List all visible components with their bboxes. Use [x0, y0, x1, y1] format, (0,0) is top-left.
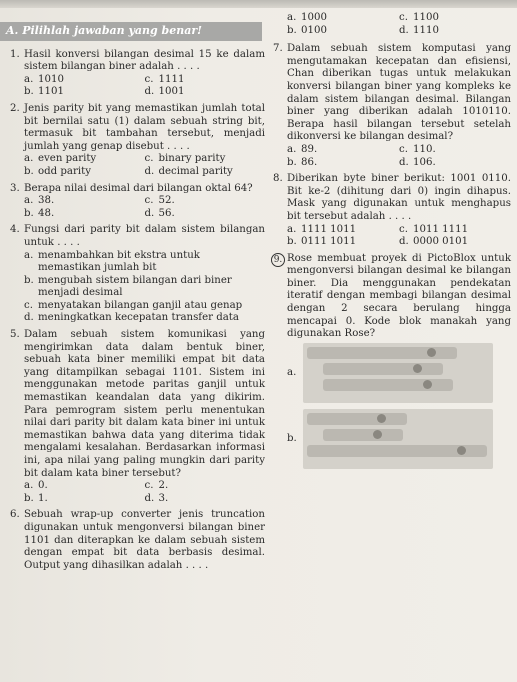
option-text: menyatakan bilangan ganjil atau genap [38, 299, 243, 311]
question-1 [10, 49, 265, 99]
option-text: 1111 1011 [301, 223, 357, 235]
question-number: 4. [10, 224, 20, 236]
option-label: d. [24, 312, 34, 324]
previous-question-options [287, 12, 511, 37]
option-label: c. [24, 299, 33, 311]
code-block-option[interactable] [287, 343, 511, 403]
option-text: 52. [158, 195, 175, 207]
option-label: a. [24, 249, 34, 261]
option-text: 89. [301, 143, 318, 155]
question-3 [10, 183, 265, 221]
answer-option[interactable] [24, 300, 265, 313]
question-2 [10, 103, 265, 179]
option[interactable]: b. 0100 [287, 24, 327, 36]
option-label: c. [399, 143, 408, 155]
circled-number: 9. [271, 253, 285, 267]
option-text: 0. [38, 480, 48, 492]
option-text: 0000 0101 [413, 236, 469, 248]
question-number: 7. [273, 43, 283, 55]
option-text: 56. [158, 207, 175, 219]
answer-option[interactable] [145, 86, 266, 99]
option-label: b. [24, 207, 34, 219]
option-text: 110. [413, 143, 436, 155]
option-label: d. [144, 207, 155, 219]
answer-option[interactable] [24, 195, 145, 208]
answer-options [287, 144, 511, 169]
answer-option[interactable] [399, 157, 511, 170]
answer-option[interactable] [24, 275, 265, 300]
option-text: 1. [38, 492, 48, 504]
code-block-shape [323, 429, 403, 441]
code-block-options [287, 343, 511, 469]
question-number: 8. [273, 173, 283, 185]
question-text: Sebuah wrap-up converter jenis truncation digunakan untuk mengonversi bilangan biner 1101 dan diterapkan ke dalam sebuah sistem dengan empat bit data berbasis desimal. Output yang dihasilkan adalah . . . . [24, 509, 265, 571]
option-label: b. [287, 156, 297, 168]
option-text: 1101 [38, 86, 64, 98]
answer-options [287, 224, 511, 249]
option-text: 1111 [158, 73, 185, 85]
answer-option[interactable] [145, 74, 266, 87]
option-text: 48. [38, 207, 55, 219]
code-block-image [303, 409, 493, 469]
question-text: Jenis parity bit yang memastikan jumlah total bit bernilai satu (1) dalam sebuah string bit, termasuk bit tambahan tersebut, menjadi jumlah yang genap disebut . . . . [24, 102, 265, 152]
option-text: odd parity [38, 165, 91, 177]
option[interactable]: d. 1110 [399, 24, 439, 36]
question-5 [10, 329, 265, 505]
answer-option[interactable] [399, 236, 511, 249]
answer-options [24, 250, 265, 326]
option-text: 1001 [158, 86, 185, 98]
answer-option[interactable] [145, 195, 266, 208]
option[interactable]: c. 1100 [399, 12, 439, 23]
answer-option[interactable] [287, 224, 399, 237]
answer-option[interactable] [24, 208, 145, 221]
option-label: b. [287, 432, 297, 444]
question-number [273, 253, 287, 341]
option-label: d. [399, 156, 409, 168]
question-number: 1. [10, 48, 20, 60]
answer-options [24, 480, 265, 505]
option-label: d. [144, 165, 155, 177]
answer-options [24, 195, 265, 220]
option-text: meningkatkan kecepatan transfer data [38, 312, 239, 324]
option-label: c. [144, 480, 154, 492]
option-label: a. [24, 195, 34, 207]
right-column [273, 8, 511, 475]
answer-option[interactable] [24, 250, 265, 275]
question-9 [273, 253, 511, 469]
question-number: 3. [10, 182, 20, 194]
answer-option[interactable] [287, 157, 399, 170]
option[interactable]: a. 1000 [287, 12, 327, 23]
question-text: Diberikan byte biner berikut: 1001 0110. Bit ke-2 (dihitung dari 0) ingin dihapus. Mask yang digunakan untuk menghapus bit tersebut adalah . . . . [287, 173, 511, 222]
option-label: b. [24, 86, 34, 98]
option-text: menambahkan bit ekstra untuk memastikan jumlah bit [38, 249, 200, 274]
code-block-image [303, 343, 493, 403]
option-label: a. [24, 73, 34, 85]
option-label: b. [287, 236, 297, 248]
answer-option[interactable] [24, 166, 145, 179]
answer-option[interactable] [145, 208, 266, 221]
code-block-shape [323, 379, 453, 391]
question-text: Berapa nilai desimal dari bilangan oktal 64? [24, 182, 253, 194]
answer-option[interactable] [145, 493, 266, 506]
answer-options [24, 153, 265, 178]
answer-options [24, 74, 265, 99]
option-label: b. [24, 274, 34, 286]
top-band [0, 0, 517, 8]
question-text: Dalam sebuah sistem komputasi yang mengutamakan kecepatan dan efisiensi, Chan diberikan tugas untuk melakukan konversi bilangan biner yang kompleks ke dalam sistem bilangan desimal. Bilangan biner yang diberikan adalah 1010110. Berapa hasil bilangan tersebut setelah dikonversi ke bilangan desimal? [287, 43, 511, 143]
answer-option[interactable] [24, 480, 145, 493]
option-text: mengubah sistem bilangan dari biner menjadi desimal [38, 274, 232, 299]
option-label: d. [144, 86, 155, 98]
option-label: c. [144, 153, 154, 165]
option-text: 0111 1011 [301, 236, 357, 248]
answer-option[interactable] [287, 144, 399, 157]
question-8 [273, 173, 511, 249]
option-text: binary parity [158, 153, 226, 165]
question-4 [10, 224, 265, 325]
option-text: 2. [158, 480, 169, 492]
question-number: 6. [10, 509, 20, 521]
question-text: Fungsi dari parity bit dalam sistem bilangan untuk . . . . [24, 224, 265, 248]
option-label: a. [287, 366, 297, 378]
option-text: 106. [413, 156, 436, 168]
answer-option[interactable] [145, 480, 266, 493]
option-label: a. [287, 223, 297, 235]
answer-option[interactable] [24, 153, 145, 166]
option-text: 38. [38, 195, 55, 207]
option-label: a. [287, 143, 297, 155]
option-label: d. [399, 236, 409, 248]
option-label: b. [24, 165, 34, 177]
option-label: b. [24, 492, 34, 504]
option-text: 3. [158, 492, 169, 504]
option-label: c. [144, 73, 154, 85]
option-label: d. [144, 492, 155, 504]
option-text: 1010 [38, 73, 64, 85]
option-label: c. [399, 223, 408, 235]
question-number: 2. [10, 102, 20, 114]
question-7 [273, 43, 511, 169]
question-number: 5. [10, 329, 20, 341]
question-text: Dalam sebuah sistem komunikasi yang mengirimkan data dalam bentuk biner, sebuah kata biner memiliki empat bit data yang ditampilkan sebagai 1101. Sistem ini menggunakan metode paritas ganjil untuk memastikan keandalan data yang dikirim. Para pemrogram sistem perlu menentukan nilai dari parity bit dalam kata biner ini untuk memastikan bahwa data yang diterima tidak mengalami kesalahan. Berdasarkan informasi ini, apa nilai yang paling mungkin dari parity bit dalam kata biner tersebut? [24, 329, 265, 479]
answer-option[interactable] [399, 224, 511, 237]
answer-option[interactable] [145, 166, 266, 179]
option-text: decimal parity [158, 165, 233, 177]
answer-option[interactable] [399, 144, 511, 157]
answer-option[interactable] [24, 86, 145, 99]
answer-option[interactable] [24, 493, 145, 506]
section-title: A. Pilihlah jawaban yang benar! [0, 22, 262, 41]
answer-option[interactable] [24, 312, 265, 325]
option-text: 86. [301, 156, 318, 168]
answer-option[interactable] [24, 74, 145, 87]
option-label: a. [24, 153, 34, 165]
answer-option[interactable] [287, 236, 399, 249]
question-text: Hasil konversi bilangan desimal 15 ke dalam sistem bilangan biner adalah . . . . [24, 48, 265, 73]
left-column [6, 8, 265, 576]
option-text: even parity [38, 153, 97, 165]
option-label: a. [24, 480, 34, 492]
code-block-shape [307, 413, 407, 425]
question-text: Rose membuat proyek di PictoBlox untuk mengonversi bilangan desimal ke bilangan biner. Dia menggunakan pendekatan iteratif dengan membagi bilangan desimal dengan 2 secara berulang hingga mencapai 0. Kode blok manakah yang digunakan Rose? [287, 252, 511, 340]
code-block-shape [323, 363, 443, 375]
answer-option[interactable] [145, 153, 266, 166]
option-label: c. [144, 195, 154, 207]
code-block-option[interactable] [287, 409, 511, 469]
option-text: 1011 1111 [413, 223, 469, 235]
question-6 [10, 509, 265, 572]
